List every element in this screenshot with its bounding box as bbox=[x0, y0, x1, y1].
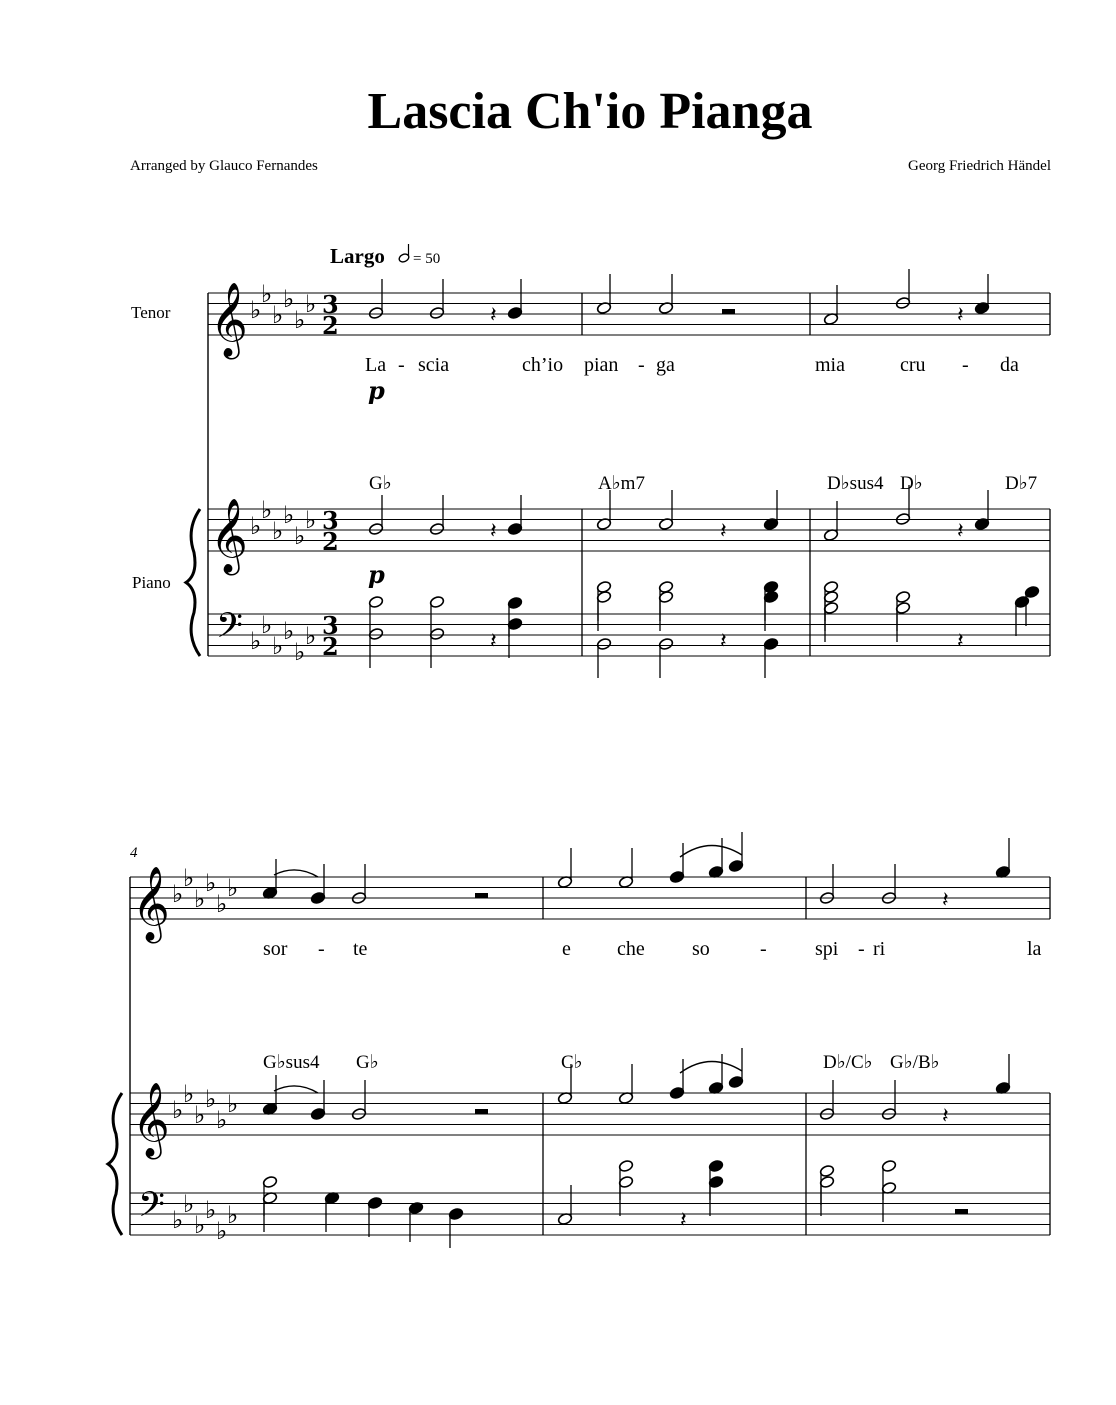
half-rest-icon bbox=[475, 893, 488, 898]
lyric-syllable: ga bbox=[656, 354, 675, 376]
lyric-syllable: che bbox=[617, 938, 645, 960]
quarter-rest-icon: 𝄽 bbox=[720, 629, 727, 654]
lyric-hyphen: - bbox=[638, 354, 645, 376]
quarter-rest-icon: 𝄽 bbox=[957, 303, 964, 328]
time-signature-top: 3 bbox=[322, 290, 339, 319]
lyric-hyphen: - bbox=[962, 354, 969, 376]
lyrics-system-2 bbox=[263, 938, 1042, 960]
flat-icon: ♭ bbox=[205, 1085, 217, 1113]
chord-symbol: G♭ bbox=[369, 473, 392, 494]
half-rest-icon bbox=[955, 1209, 968, 1214]
lyric-hyphen: - bbox=[398, 354, 405, 376]
chord-symbol: G♭sus4 bbox=[263, 1052, 320, 1073]
flat-icon: ♭ bbox=[172, 1206, 184, 1234]
lyric-hyphen: - bbox=[760, 938, 767, 960]
flat-icon: ♭ bbox=[194, 1211, 206, 1239]
flat-icon: ♭ bbox=[305, 622, 317, 650]
quarter-rest-icon: 𝄽 bbox=[942, 1104, 949, 1129]
flat-icon: ♭ bbox=[216, 1106, 228, 1134]
lyric-syllable: pian bbox=[584, 354, 619, 376]
lyric-syllable: mia bbox=[815, 354, 845, 376]
tempo-text: Largo bbox=[330, 244, 385, 268]
flat-icon: ♭ bbox=[172, 880, 184, 908]
chord-symbol: A♭m7 bbox=[598, 473, 645, 494]
lyric-syllable: scia bbox=[418, 354, 450, 376]
treble-clef-icon: 𝄞 bbox=[210, 499, 248, 573]
slur bbox=[274, 870, 318, 877]
half-rest-icon bbox=[722, 309, 735, 314]
lyric-syllable: so bbox=[692, 938, 710, 960]
chord-symbol: D♭/C♭ bbox=[823, 1052, 873, 1073]
flat-icon: ♭ bbox=[283, 501, 295, 529]
flat-icon: ♭ bbox=[205, 1196, 217, 1224]
flat-icon: ♭ bbox=[227, 874, 239, 902]
lyric-hyphen: - bbox=[858, 938, 865, 960]
flat-icon: ♭ bbox=[194, 1101, 206, 1129]
time-signature-bottom: 2 bbox=[322, 311, 339, 340]
lyric-syllable: e bbox=[562, 938, 571, 960]
quarter-rest-icon: 𝄽 bbox=[490, 629, 497, 654]
lyric-syllable: la bbox=[1027, 938, 1042, 960]
lyric-hyphen: - bbox=[318, 938, 325, 960]
dynamic-piano: p bbox=[368, 560, 385, 589]
slur bbox=[680, 1061, 742, 1073]
score-title: Lascia Ch'io Pianga bbox=[367, 83, 813, 140]
flat-icon: ♭ bbox=[261, 611, 273, 639]
slur bbox=[680, 845, 742, 857]
flat-icon: ♭ bbox=[283, 617, 295, 645]
flat-icon: ♭ bbox=[261, 280, 273, 308]
half-rest-icon bbox=[475, 1109, 488, 1114]
piano-brace bbox=[108, 1093, 122, 1235]
slur bbox=[274, 1086, 318, 1093]
treble-clef-icon: 𝄞 bbox=[132, 1083, 170, 1157]
flat-icon: ♭ bbox=[294, 306, 306, 334]
lyric-syllable: La bbox=[365, 354, 387, 376]
time-signature-bottom: 2 bbox=[322, 527, 339, 556]
lyric-syllable: spi bbox=[815, 938, 839, 960]
chord-symbol: G♭/B♭ bbox=[890, 1052, 940, 1073]
quarter-rest-icon: 𝄽 bbox=[720, 519, 727, 544]
flat-icon: ♭ bbox=[250, 627, 262, 655]
tenor-label: Tenor bbox=[131, 303, 171, 322]
quarter-rest-icon: 𝄽 bbox=[957, 519, 964, 544]
lyric-syllable: ri bbox=[873, 938, 886, 960]
flat-icon: ♭ bbox=[272, 632, 284, 660]
flat-icon: ♭ bbox=[205, 869, 217, 897]
composer-credit: Georg Friedrich Händel bbox=[907, 158, 1051, 174]
flat-icon: ♭ bbox=[183, 1190, 195, 1218]
lyric-syllable: cru bbox=[900, 354, 926, 376]
dynamic-tenor: p bbox=[368, 376, 385, 405]
chord-symbol: D♭ bbox=[900, 473, 923, 494]
time-signature-bottom: 2 bbox=[322, 632, 339, 661]
flat-icon: ♭ bbox=[183, 1080, 195, 1108]
chords-system-1 bbox=[369, 473, 1037, 494]
lyric-syllable: da bbox=[1000, 354, 1019, 376]
piano-brace bbox=[186, 509, 200, 656]
quarter-rest-icon: 𝄽 bbox=[942, 888, 949, 913]
flat-icon: ♭ bbox=[294, 638, 306, 666]
flat-icon: ♭ bbox=[283, 285, 295, 313]
bass-clef-icon: 𝄢 bbox=[138, 1184, 166, 1233]
piano-label: Piano bbox=[132, 573, 171, 592]
lyrics-system-1 bbox=[365, 354, 1019, 376]
treble-clef-icon: 𝄞 bbox=[132, 867, 170, 941]
flat-icon: ♭ bbox=[172, 1096, 184, 1124]
quarter-rest-icon: 𝄽 bbox=[957, 629, 964, 654]
flat-icon: ♭ bbox=[272, 301, 284, 329]
flat-icon: ♭ bbox=[272, 517, 284, 545]
time-signature-top: 3 bbox=[322, 611, 339, 640]
flat-icon: ♭ bbox=[216, 890, 228, 918]
chord-symbol: D♭sus4 bbox=[827, 473, 884, 494]
chord-symbol: D♭7 bbox=[1005, 473, 1038, 494]
flat-icon: ♭ bbox=[227, 1090, 239, 1118]
quarter-rest-icon: 𝄽 bbox=[680, 1208, 687, 1233]
measure-number: 4 bbox=[130, 845, 138, 861]
chord-symbol: C♭ bbox=[561, 1052, 583, 1073]
chord-symbol: G♭ bbox=[356, 1052, 379, 1073]
flat-icon: ♭ bbox=[305, 506, 317, 534]
system-2 bbox=[108, 832, 1050, 1248]
quarter-rest-icon: 𝄽 bbox=[490, 303, 497, 328]
lyric-syllable: ch’io bbox=[522, 354, 564, 376]
flat-icon: ♭ bbox=[216, 1217, 228, 1245]
flat-icon: ♭ bbox=[261, 496, 273, 524]
treble-clef-icon: 𝄞 bbox=[210, 283, 248, 357]
lyric-syllable: sor bbox=[263, 938, 288, 960]
bass-clef-icon: 𝄢 bbox=[216, 605, 244, 654]
flat-icon: ♭ bbox=[194, 885, 206, 913]
flat-icon: ♭ bbox=[250, 512, 262, 540]
quarter-rest-icon: 𝄽 bbox=[490, 519, 497, 544]
flat-icon: ♭ bbox=[305, 290, 317, 318]
chords-system-2 bbox=[263, 1052, 940, 1073]
time-signature-top: 3 bbox=[322, 506, 339, 535]
flat-icon: ♭ bbox=[183, 864, 195, 892]
tempo-value: = 50 bbox=[413, 251, 441, 267]
flat-icon: ♭ bbox=[227, 1201, 239, 1229]
flat-icon: ♭ bbox=[250, 296, 262, 324]
flat-icon: ♭ bbox=[294, 522, 306, 550]
arranger-credit: Arranged by Glauco Fernandes bbox=[130, 158, 318, 174]
lyric-syllable: te bbox=[353, 938, 368, 960]
